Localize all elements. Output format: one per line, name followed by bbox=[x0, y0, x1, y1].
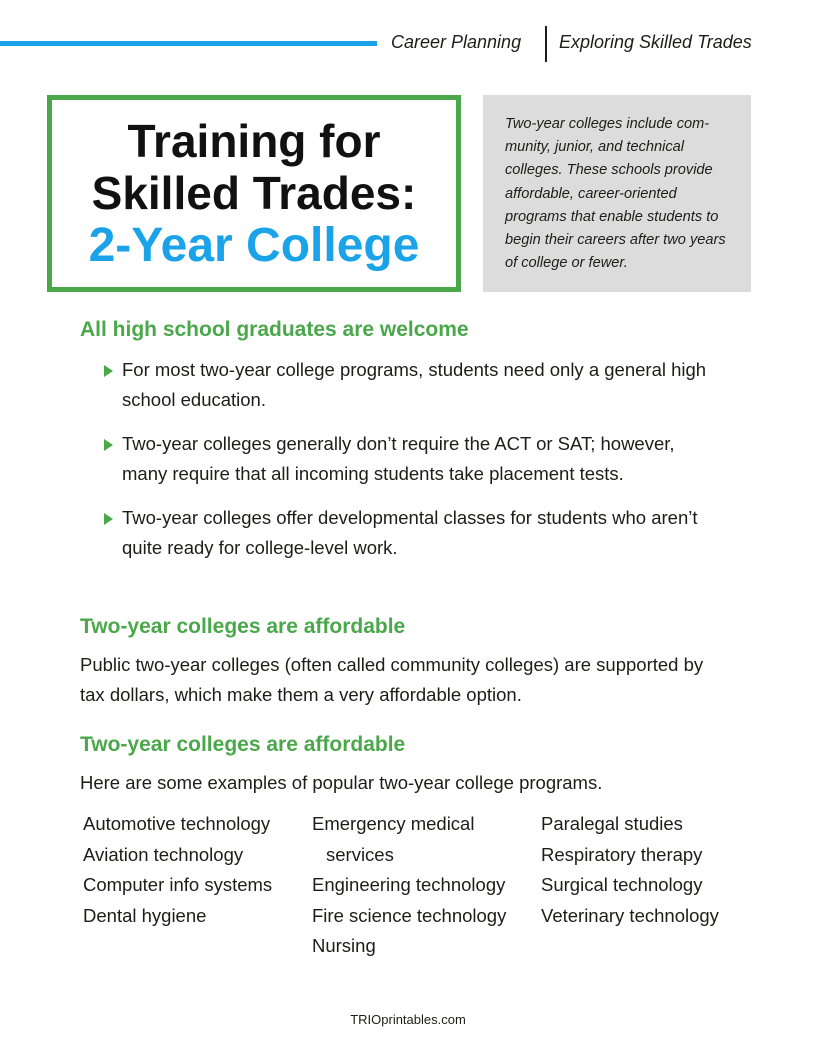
program-item: Respiratory therapy bbox=[541, 843, 703, 865]
section-heading-programs: Two-year colleges are affordable bbox=[80, 733, 406, 756]
program-item: Nursing bbox=[312, 935, 376, 956]
header-accent-rule bbox=[0, 41, 377, 46]
section-heading-welcome: All high school graduates are welcome bbox=[80, 318, 469, 341]
programs-column-1 bbox=[83, 809, 272, 931]
program-item: Paralegal studies bbox=[541, 813, 683, 834]
program-item: Automotive technology bbox=[83, 813, 271, 834]
bullet-item bbox=[100, 429, 720, 489]
header-series-title: Exploring Skilled Trades bbox=[559, 32, 752, 52]
bullet-text: Two-year colleges offer developmental classes for students who aren’t quite ready for college-level work. bbox=[122, 507, 698, 558]
programs-column-3 bbox=[541, 809, 719, 931]
section-heading-affordable: Two-year colleges are affordable bbox=[80, 615, 406, 638]
header-divider bbox=[545, 26, 547, 62]
program-item: Aviation technology bbox=[83, 843, 244, 865]
program-item: Dental hygiene bbox=[83, 904, 207, 926]
program-item: Veterinary technology bbox=[541, 904, 719, 926]
intro-sidebar bbox=[483, 95, 751, 292]
title-line-1: Training for bbox=[127, 114, 381, 167]
header-category: Career Planning bbox=[391, 32, 522, 52]
program-item: Engineering technology bbox=[312, 874, 506, 895]
bullet-item bbox=[100, 355, 720, 415]
program-item: Surgical technology bbox=[541, 874, 703, 895]
programs-intro: Here are some examples of popular two-year college programs. bbox=[80, 772, 603, 793]
bullet-item bbox=[100, 503, 720, 563]
programs-column-2 bbox=[312, 809, 506, 962]
triangle-bullet-icon bbox=[104, 365, 113, 377]
bullet-text: Two-year colleges generally don’t require the ACT or SAT; however, many require that all incoming students take placement tests. bbox=[122, 433, 675, 484]
welcome-bullet-list bbox=[100, 355, 720, 577]
sidebar-text: Two-year colleges include com-munity, junior, and technical colleges. These schools provide affordable, career-oriented programs that enable students to begin their careers after two years of college or fewer. bbox=[505, 116, 726, 272]
title-line-3: 2-Year College bbox=[88, 218, 420, 272]
affordable-paragraph: Public two-year colleges (often called community colleges) are supported by tax dollars, which make them a very affordable option. bbox=[80, 654, 704, 705]
title-box bbox=[47, 95, 461, 292]
program-item: Computer info systems bbox=[83, 874, 273, 895]
bullet-text: For most two-year college programs, students need only a general high school education. bbox=[122, 359, 707, 410]
triangle-bullet-icon bbox=[104, 513, 113, 525]
triangle-bullet-icon bbox=[104, 439, 113, 451]
program-item: Emergency medical bbox=[312, 813, 475, 834]
title-line-2: Skilled Trades: bbox=[91, 166, 417, 219]
program-item-continued: services bbox=[326, 843, 394, 865]
footer-site: TRIOprintables.com bbox=[350, 1012, 466, 1027]
program-item: Fire science technology bbox=[312, 904, 507, 926]
